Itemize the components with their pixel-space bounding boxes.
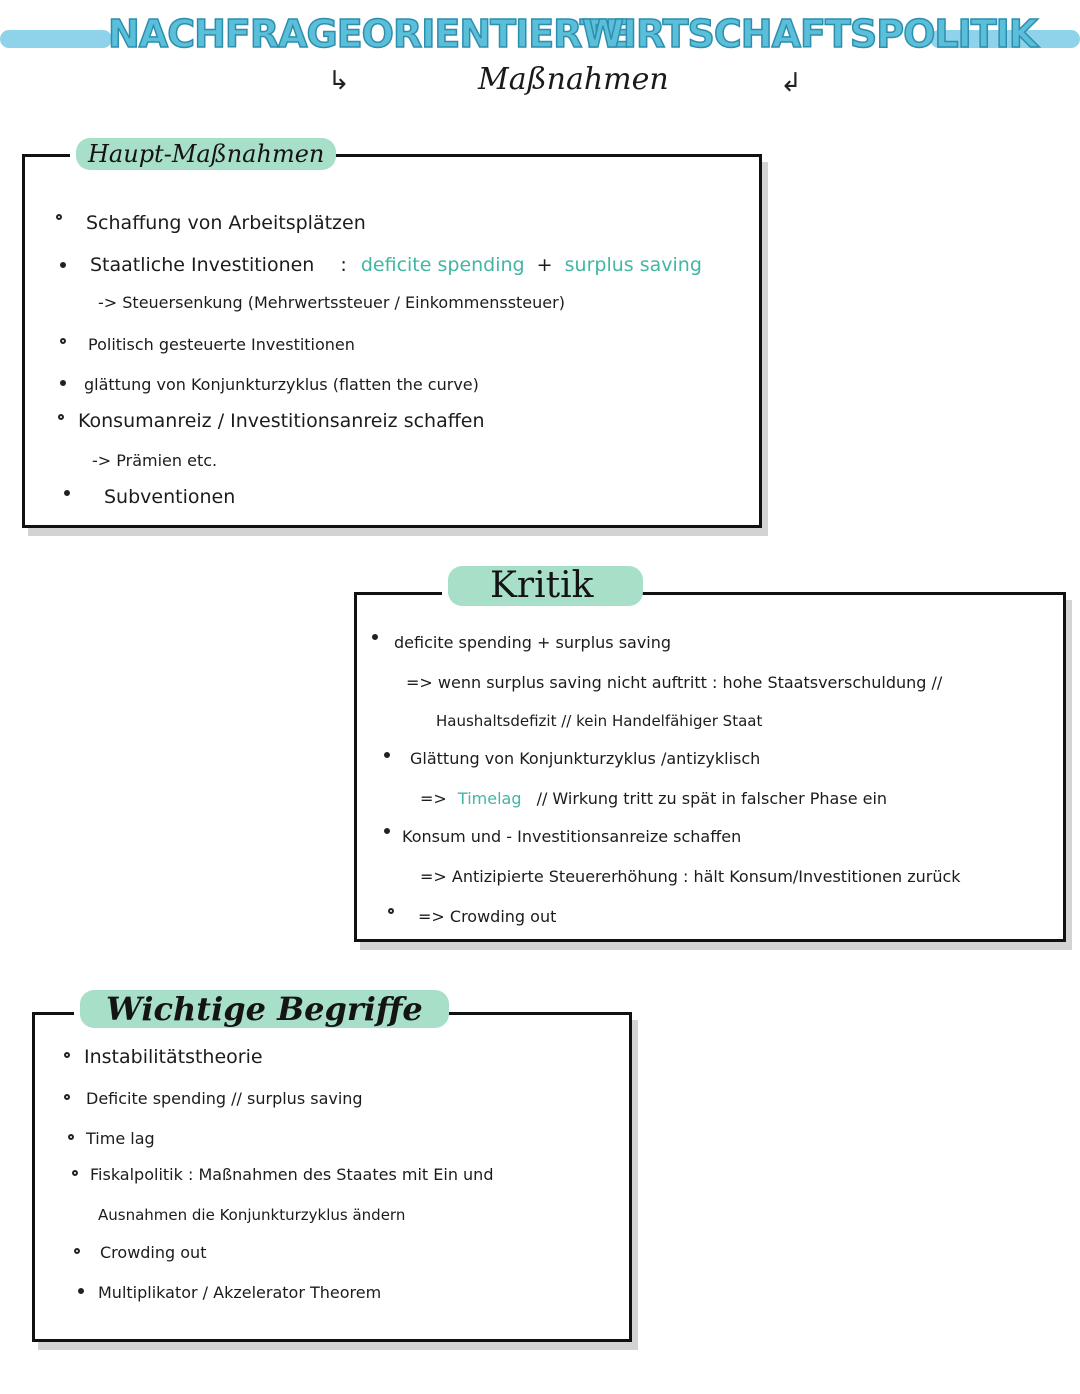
list-item: glättung von Konjunkturzyklus (flatten the curve) <box>84 375 479 394</box>
bullet-icon <box>60 262 66 268</box>
list-item: deficite spending + surplus saving <box>394 633 672 652</box>
bullet-icon <box>72 1170 78 1176</box>
bullet-icon <box>384 752 390 758</box>
list-item: Crowding out <box>100 1243 207 1262</box>
bullet-icon <box>384 828 390 834</box>
bullet-icon <box>388 908 394 914</box>
list-item: Subventionen <box>104 486 236 508</box>
page-subtitle: Maßnahmen <box>478 62 669 97</box>
bullet-icon <box>74 1248 80 1254</box>
kritik-heading: Kritik <box>448 566 643 606</box>
bullet-icon <box>64 490 70 496</box>
separator: : <box>340 254 347 276</box>
bullet-icon <box>64 1094 70 1100</box>
haupt-heading: Haupt-Maßnahmen <box>76 138 336 170</box>
list-item: Konsumanreiz / Investitionsanreiz schaffen <box>78 410 485 432</box>
list-item: Fiskalpolitik : Maßnahmen des Staates mit Ein und <box>90 1165 494 1184</box>
list-item: Instabilitätstheorie <box>84 1046 263 1068</box>
title-left: NACHFRAGEORIENTIERTE <box>108 12 630 56</box>
list-item <box>90 252 702 278</box>
bullet-icon <box>68 1134 74 1140</box>
list-item: Schaffung von Arbeitsplätzen <box>86 212 366 234</box>
term-deficit: deficite spending <box>360 254 525 276</box>
sub-item-text: // Wirkung tritt zu spät in falscher Phase ein <box>536 789 888 808</box>
sub-item: => wenn surplus saving nicht auftritt : hohe Staatsverschuldung // <box>406 673 943 692</box>
bullet-icon <box>60 380 66 386</box>
bullet-icon <box>60 338 66 344</box>
sub-item: Ausnahmen die Konjunkturzyklus ändern <box>98 1206 406 1224</box>
list-item: Politisch gesteuerte Investitionen <box>88 335 355 354</box>
arrow-down-left-icon: ↲ <box>780 68 802 98</box>
sub-item: => Antizipierte Steuererhöhung : hält Konsum/Investitionen zurück <box>420 867 961 886</box>
bullet-icon <box>56 214 62 220</box>
list-item: Deficite spending // surplus saving <box>86 1089 363 1108</box>
list-item: Konsum und - Investitionsanreize schaffen <box>402 827 742 846</box>
list-item-label: Staatliche Investitionen <box>90 254 315 276</box>
plus-sign: + <box>536 254 553 276</box>
sub-item <box>420 786 887 812</box>
bullet-icon <box>372 634 378 640</box>
arrow-label: => <box>420 789 447 808</box>
term-surplus: surplus saving <box>564 254 702 276</box>
bullet-icon <box>58 414 64 420</box>
list-item: => Crowding out <box>418 907 557 926</box>
title-stripe-left <box>0 30 112 48</box>
sub-item: -> Steuersenkung (Mehrwertssteuer / Einkommenssteuer) <box>98 293 565 312</box>
term-timelag: Timelag <box>457 789 522 808</box>
sub-item: -> Prämien etc. <box>92 451 218 470</box>
bullet-icon <box>78 1288 84 1294</box>
list-item: Time lag <box>86 1129 155 1148</box>
list-item: Glättung von Konjunkturzyklus /antizyklisch <box>410 749 761 768</box>
arrow-down-right-icon: ↳ <box>328 66 350 96</box>
title-right: WIRTSCHAFTSPOLITIK <box>582 12 1038 56</box>
list-item: Multiplikator / Akzelerator Theorem <box>98 1283 382 1302</box>
sub-item: Haushaltsdefizit // kein Handelfähiger Staat <box>436 712 763 730</box>
begriffe-heading: Wichtige Begriffe <box>80 990 449 1028</box>
bullet-icon <box>64 1052 70 1058</box>
